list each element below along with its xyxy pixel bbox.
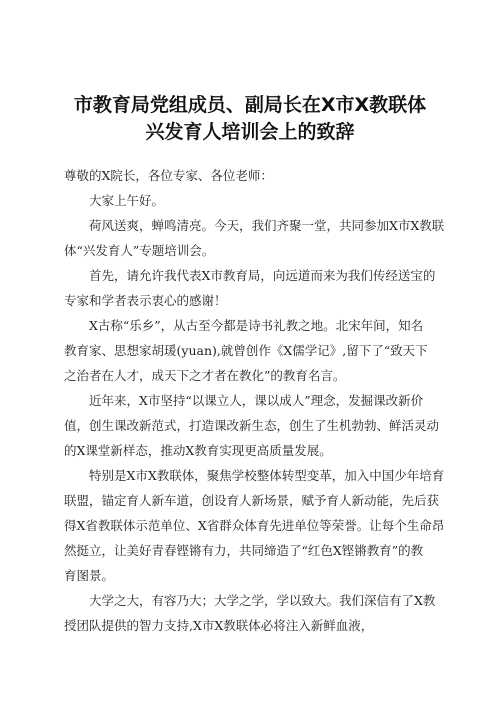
paragraph-history <box>64 313 444 388</box>
document-title-line-2: 兴发育人培训会上的致辞 <box>145 121 355 143</box>
salutation <box>64 163 444 188</box>
paragraph-line: X古称“乐乡”，从古至今都是诗书礼教之地。北宋年间，知名 <box>89 318 424 333</box>
paragraph-line: 荷风送爽，蝉鸣清亮。今天，我们齐聚一堂，共同参加X市X教联 <box>89 218 444 233</box>
paragraph-line: 大家上午好。 <box>89 193 165 208</box>
paragraph-line: 育图景。 <box>64 568 115 583</box>
paragraph-line: 体“兴发育人”专题培训会。 <box>64 243 215 258</box>
paragraph-closing <box>64 588 444 638</box>
paragraph-line: 值，创生课改新范式，打造课改新生态，创生了生机勃勃、鲜活灵动 <box>64 418 440 433</box>
paragraph-line: 近年来，X市坚持“以课立人，课以成人”理念，发掘课改新价 <box>89 393 424 408</box>
paragraph-alliance <box>64 463 444 588</box>
paragraph-line: 联盟，锚定育人新车道，创设育人新场景，赋予育人新动能，先后获 <box>64 493 440 508</box>
paragraph-line: 特别是X市X教联体，聚焦学校整体转型变革，加入中国少年培育 <box>89 468 444 483</box>
paragraph-line: 教育家、思想家胡瑗(yuan),就曾创作《X儒学记》,留下了“致天下 <box>64 343 428 358</box>
paragraph-thanks <box>64 263 444 313</box>
paragraph-line: 授团队提供的智力支持,X市X教联体必将注入新鲜血液， <box>64 618 374 633</box>
paragraph-line: 大学之大，有容乃大；大学之学，学以致大。我们深信有了X教 <box>89 593 436 608</box>
paragraph-opening <box>64 213 444 263</box>
salutation-text: 尊敬的X院长，各位专家、各位老师： <box>64 168 273 183</box>
paragraph-line: 的X课堂新样态，推动X教育实现更高质量发展。 <box>64 443 332 458</box>
document-title-line-1: 市教育局党组成员、副局长在X市X教联体 <box>73 94 427 116</box>
paragraph-line: 专家和学者表示衷心的感谢！ <box>64 293 227 308</box>
paragraph-reform <box>64 388 444 463</box>
paragraph-greeting <box>64 188 444 213</box>
paragraph-line: 然挺立，让美好青春铿锵有力，共同缔造了“红色X铿锵教育”的教 <box>64 543 424 558</box>
paragraph-line: 首先，请允许我代表X市教育局，向远道而来为我们传经送宝的 <box>89 268 436 283</box>
paragraph-line: 之治者在人才，成天下之才者在教化”的教育名言。 <box>64 368 346 383</box>
paragraph-line: 得X省教联体示范单位、X省群众体育先进单位等荣誉。让每个生命昂 <box>64 518 444 533</box>
